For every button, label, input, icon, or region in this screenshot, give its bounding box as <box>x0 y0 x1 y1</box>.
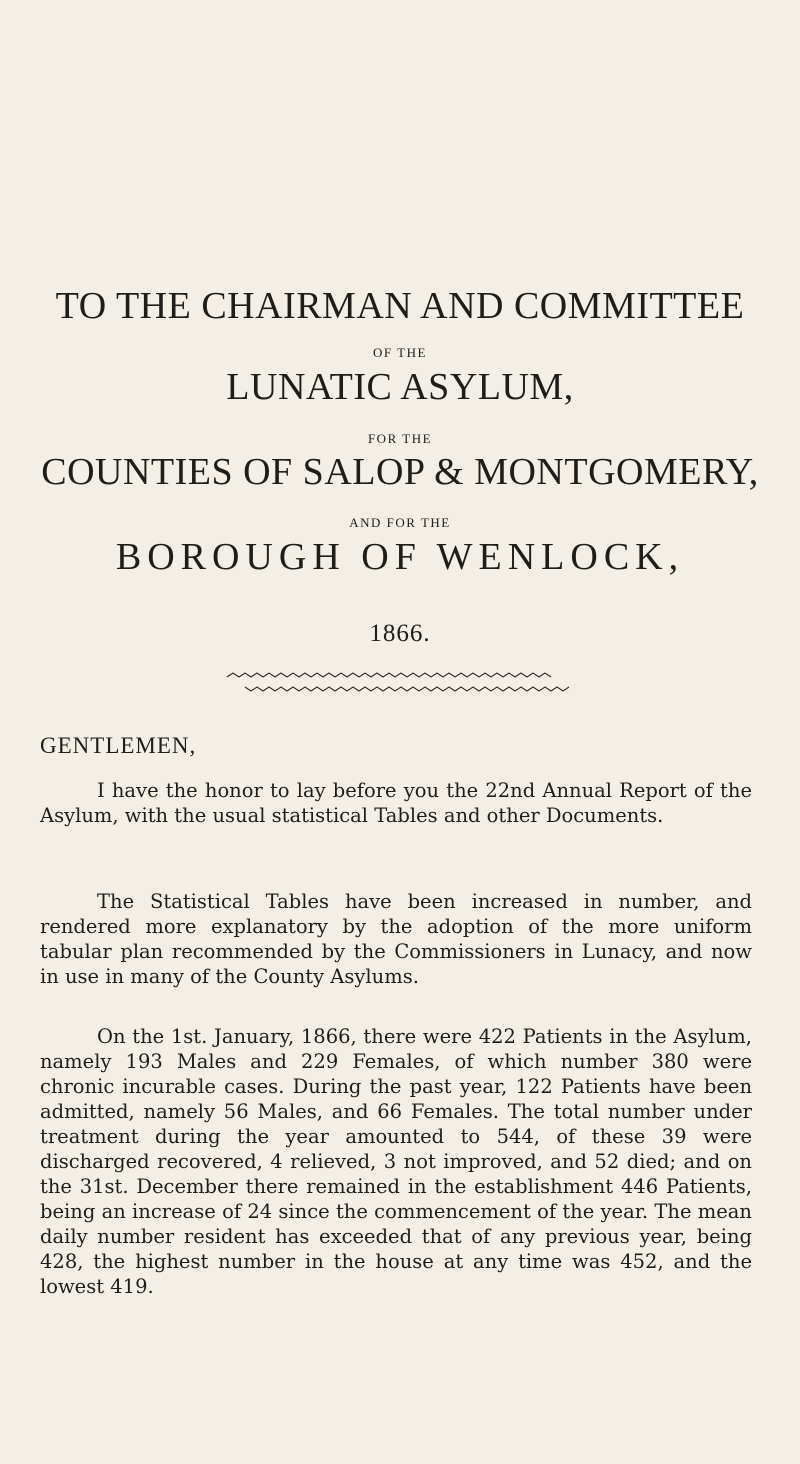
ornamental-rule <box>225 668 575 696</box>
heading-line-counties: COUNTIES OF SALOP & MONTGOMERY, <box>41 451 759 493</box>
heading-line-of-the: OF THE <box>373 345 427 360</box>
heading-line-addressee: TO THE CHAIRMAN AND COMMITTEE <box>55 285 745 327</box>
heading-line-and-for-the: AND FOR THE <box>349 515 451 530</box>
heading-year: 1866. <box>369 620 431 647</box>
heading-line-borough: BOROUGH OF WENLOCK, <box>115 536 685 578</box>
paragraph-statistical-tables: The Statistical Tables have been increased in number, and rendered more explanatory by the adoption of the more uniform tabular plan recommended by the Commissioners in Lunacy, and now in use in many of the County Asylums. <box>40 890 752 988</box>
heading-line-for-the: FOR THE <box>367 431 433 446</box>
salutation: GENTLEMEN, <box>40 733 197 758</box>
paragraph-patient-numbers: On the 1st. January, 1866, there were 422 Patients in the Asylum, namely 193 Males and 229 Females, of which number 380 were chronic incurable cases. During the past year, 122 Patients have been admitted, namely 56 Males, and 66 Females. The total number under treatment during the year amounted to 544, of these 39 were discharged recovered, 4 relieved, 3 not improved, and 52 died; and on the 31st. December there remained in the establishment 446 Patients, being an increase of 24 since the commencement of the year. The mean daily number resident has exceeded that of any previous year, being 428, the highest number in the house at any time was 452, and the lowest 419. <box>40 1025 752 1298</box>
paragraph-report-intro: I have the honor to lay before you the 22nd Annual Report of the Asylum, with the usual statistical Tables and other Documents. <box>40 779 752 827</box>
heading-line-asylum: LUNATIC ASYLUM, <box>226 366 574 408</box>
